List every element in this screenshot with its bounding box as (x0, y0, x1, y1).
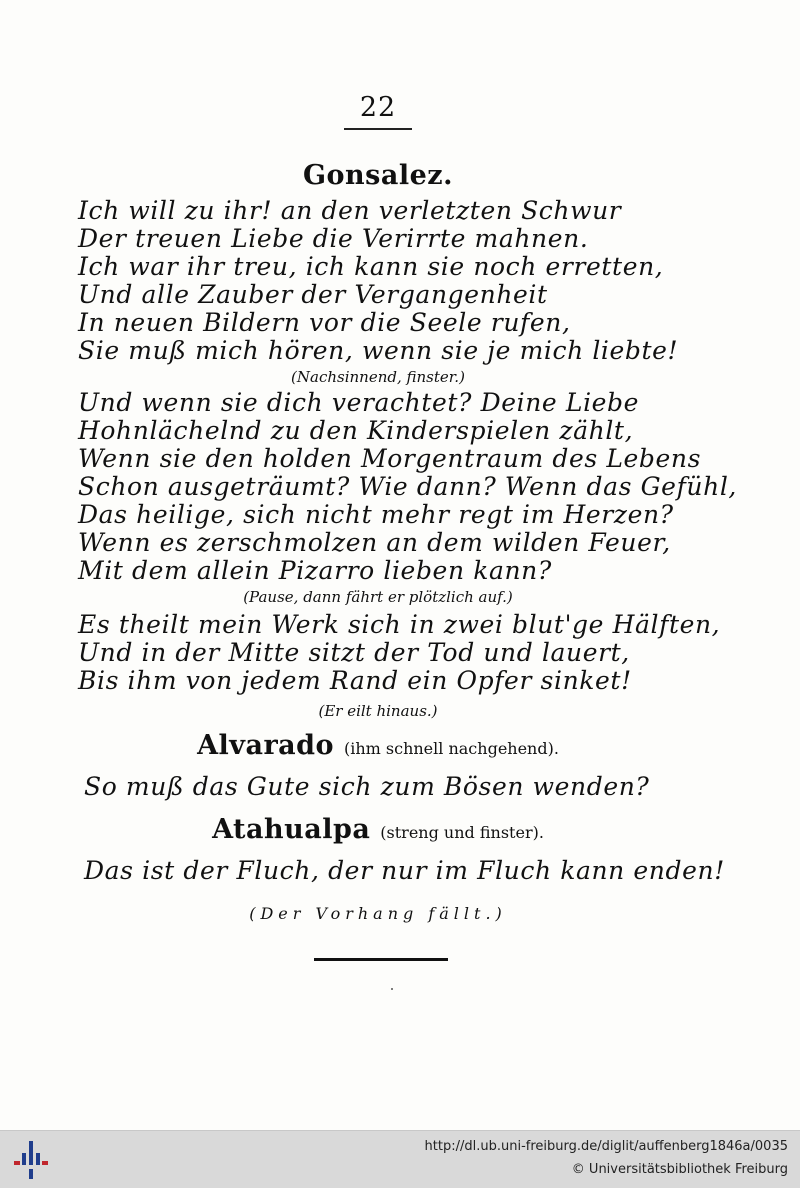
verse-line: Sie muß mich hören, wenn sie je mich liebte! (78, 336, 679, 365)
verse-line: Das ist der Fluch, der nur im Fluch kann enden! (84, 856, 725, 885)
speaker-atahualpa (0, 814, 756, 845)
page-number: 22 (359, 92, 397, 123)
speaker-name: Alvarado (197, 730, 335, 761)
verse-line: Das heilige, sich nicht mehr regt im Herzen? (78, 500, 674, 529)
stage-direction: (Nachsinnend, finster.) (291, 368, 465, 386)
verse-line: Mit dem allein Pizarro lieben kann? (78, 556, 552, 585)
verse-line: Und wenn sie dich verachtet? Deine Liebe (78, 388, 640, 417)
verse-line: Hohnlächelnd zu den Kinderspielen zählt, (78, 416, 634, 445)
page-speck (391, 988, 393, 990)
verse-line: So muß das Gute sich zum Bösen wenden? (84, 772, 650, 801)
verse-line: Schon ausgeträumt? Wie dann? Wenn das Gefühl, (78, 472, 737, 501)
library-logo-icon[interactable] (10, 1139, 52, 1181)
stage-direction: (Pause, dann fährt er plötzlich auf.) (243, 588, 513, 606)
verse-line: Es theilt mein Werk sich in zwei blut'ge Hälften, (78, 610, 721, 639)
end-rule (314, 958, 448, 961)
verse-line: Ich will zu ihr! an den verletzten Schwur (78, 196, 622, 225)
verse-line: Wenn es zerschmolzen an dem wilden Feuer, (78, 528, 671, 557)
verse-line: Ich war ihr treu, ich kann sie noch erretten, (78, 252, 664, 281)
viewer-footer (0, 1130, 800, 1188)
copyright-notice: © Universitätsbibliothek Freiburg (571, 1162, 788, 1177)
verse-line: Und alle Zauber der Vergangenheit (78, 280, 548, 309)
verse-line: Und in der Mitte sitzt der Tod und lauert, (78, 638, 630, 667)
verse-line: Der treuen Liebe die Verirrte mahnen. (78, 224, 589, 253)
speaker-gonsalez: Gonsalez. (302, 160, 454, 191)
permalink-url[interactable]: http://dl.ub.uni-freiburg.de/diglit/auffenberg1846a/0035 (424, 1139, 788, 1154)
stage-direction-curtain: (Der Vorhang fällt.) (249, 904, 507, 923)
verse-line: In neuen Bildern vor die Seele rufen, (78, 308, 571, 337)
verse-line: Bis ihm von jedem Rand ein Opfer sinket! (78, 666, 632, 695)
page-number-rule (344, 128, 412, 130)
speaker-name: Atahualpa (212, 814, 371, 845)
speaker-direction: (ihm schnell nachgehend). (343, 739, 559, 758)
speaker-alvarado (0, 730, 756, 761)
verse-line: Wenn sie den holden Morgentraum des Lebens (78, 444, 702, 473)
speaker-direction: (streng und finster). (380, 823, 544, 842)
stage-direction: (Er eilt hinaus.) (318, 702, 438, 720)
